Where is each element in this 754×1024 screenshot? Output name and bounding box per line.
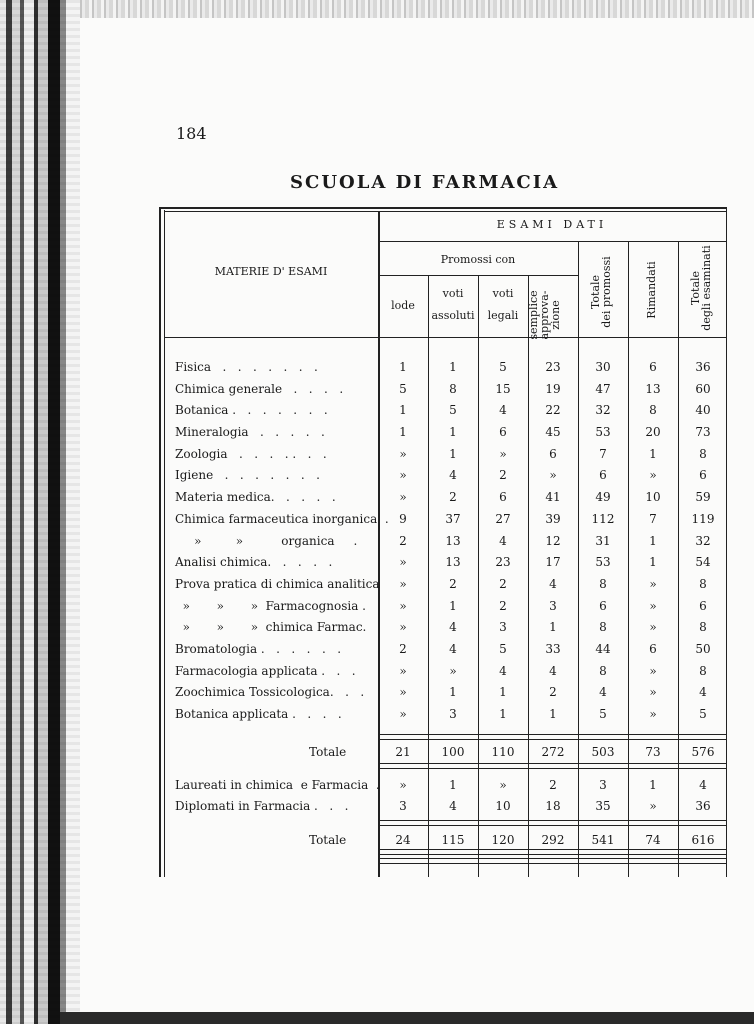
- header-rimandati: Rimandati: [645, 261, 658, 319]
- table-row-cell: 23: [545, 360, 561, 374]
- table-row-cell: »: [649, 707, 657, 721]
- table-row-cell: 3: [549, 599, 557, 613]
- totale-final-row-cell: 24: [395, 833, 411, 847]
- table-row-secondary-cell: 10: [495, 799, 511, 813]
- table-row-label: Zoologia . . . . . . .: [175, 447, 327, 461]
- table-row-cell: 17: [545, 555, 561, 569]
- table-row-label: Chimica generale . . . .: [175, 382, 344, 396]
- table-row-label: » » » Farmacognosia .: [175, 599, 366, 613]
- table-row-cell: 5: [499, 360, 507, 374]
- table-row-cell: 4: [449, 620, 457, 634]
- table-row-cell: »: [399, 620, 407, 634]
- header-totale-esaminati-2: degli esaminati: [700, 245, 713, 331]
- table-row-cell: 4: [499, 534, 507, 548]
- totale-final-row-cell: 541: [591, 833, 615, 847]
- table-row-cell: 8: [699, 577, 707, 591]
- table-row-cell: 2: [499, 599, 507, 613]
- table-row-label: Botanica . . . . . . .: [175, 403, 328, 417]
- header-voti-assoluti-1: voti: [442, 287, 464, 300]
- table-row-cell: 1: [499, 707, 507, 721]
- table-row-cell: 54: [695, 555, 711, 569]
- table-row-cell: 13: [445, 534, 461, 548]
- table-row-label: Bromatologia . . . . . .: [175, 642, 342, 656]
- table-row-cell: 6: [499, 490, 507, 504]
- table-row-cell: 1: [449, 447, 457, 461]
- table-row-cell: »: [399, 599, 407, 613]
- header-semplice-2: approva-: [538, 290, 551, 340]
- table-row-cell: 5: [449, 403, 457, 417]
- table-row-secondary-cell: 18: [545, 799, 561, 813]
- header-voti-legali-1: voti: [492, 287, 514, 300]
- header-voti-assoluti-2: assoluti: [431, 309, 475, 322]
- table-row-label: Igiene . . . . . . .: [175, 468, 320, 482]
- totale-final-row-cell: 292: [541, 833, 565, 847]
- table-row-cell: 6: [599, 468, 607, 482]
- table-row-cell: 53: [595, 555, 611, 569]
- header-totale-promossi: [590, 244, 616, 340]
- table-row-cell: 8: [599, 620, 607, 634]
- totale-row-cell: 503: [591, 745, 615, 759]
- table-row-secondary-cell: 1: [649, 778, 657, 792]
- table-row-secondary-cell: 35: [595, 799, 611, 813]
- header-rule-esami: [378, 241, 726, 242]
- rule-after-totale-2: [378, 849, 726, 855]
- totale-row-cell: 21: [395, 745, 411, 759]
- table-row-cell: 22: [545, 403, 561, 417]
- table-row-cell: 20: [645, 425, 661, 439]
- table-row-cell: 40: [695, 403, 711, 417]
- table-row-cell: »: [649, 468, 657, 482]
- table-row-label: Mineralogia . . . . .: [175, 425, 325, 439]
- table-row-cell: 50: [695, 642, 711, 656]
- table-row-cell: 32: [595, 403, 611, 417]
- table-row-cell: 2: [549, 685, 557, 699]
- table-row-cell: 8: [699, 620, 707, 634]
- table-row-cell: 112: [591, 512, 615, 526]
- table-row-cell: »: [649, 685, 657, 699]
- page-title: SCUOLA DI FARMACIA: [290, 172, 560, 193]
- table-row-label: Prova pratica di chimica analitica: [175, 577, 380, 591]
- table-row-cell: 6: [699, 468, 707, 482]
- table-row-cell: »: [399, 577, 407, 591]
- frame-top-outer: [159, 207, 727, 209]
- table-row-cell: »: [549, 468, 557, 482]
- table-row-secondary-cell: 2: [549, 778, 557, 792]
- table-row-cell: 4: [699, 685, 707, 699]
- table-row-cell: 30: [595, 360, 611, 374]
- table-row-secondary-cell: 4: [699, 778, 707, 792]
- table-row-secondary-cell: »: [399, 778, 407, 792]
- header-semplice-3: zione: [549, 300, 562, 330]
- table-row-cell: 2: [499, 577, 507, 591]
- header-lode: lode: [391, 299, 415, 312]
- table-row-secondary-cell: 3: [599, 778, 607, 792]
- table-row-cell: »: [649, 664, 657, 678]
- rule-final: [378, 858, 726, 864]
- table-row-cell: 13: [645, 382, 661, 396]
- table-row-label: » » » chimica Farmac.: [175, 620, 367, 634]
- header-promossi-con: Promossi con: [440, 253, 516, 266]
- table-row-cell: 6: [699, 599, 707, 613]
- table-row-cell: 2: [399, 642, 407, 656]
- table-row-cell: 1: [449, 425, 457, 439]
- table-row-cell: 2: [449, 490, 457, 504]
- table-row-cell: »: [499, 447, 507, 461]
- table-row-cell: 12: [545, 534, 561, 548]
- table-row-cell: 6: [649, 360, 657, 374]
- table-row-cell: »: [399, 664, 407, 678]
- table-row-cell: 32: [695, 534, 711, 548]
- table-row-cell: 8: [699, 664, 707, 678]
- table-row-cell: 31: [595, 534, 611, 548]
- totale-final-row-cell: 616: [691, 833, 715, 847]
- table-row-cell: 45: [545, 425, 561, 439]
- frame-left-outer: [159, 207, 161, 877]
- table-row-cell: 1: [399, 360, 407, 374]
- header-totale-promossi-2: dei promossi: [600, 256, 613, 328]
- table-row-cell: »: [449, 664, 457, 678]
- table-row-label: Zoochimica Tossicologica. . .: [175, 685, 365, 699]
- table-row-cell: 1: [449, 599, 457, 613]
- table-row-cell: 36: [695, 360, 711, 374]
- table-row-cell: 5: [399, 382, 407, 396]
- table-row-cell: 4: [599, 685, 607, 699]
- table-row-secondary-cell: 36: [695, 799, 711, 813]
- table-row-cell: 53: [595, 425, 611, 439]
- table-row-cell: 7: [599, 447, 607, 461]
- frame-top-inner: [164, 211, 727, 212]
- table-row-cell: 1: [649, 555, 657, 569]
- page-number: 184: [176, 124, 207, 143]
- header-semplice-1: semplice: [527, 290, 540, 340]
- table-row-cell: 6: [599, 599, 607, 613]
- table-row-cell: 37: [445, 512, 461, 526]
- table-row-cell: 1: [499, 685, 507, 699]
- table-row-cell: 8: [599, 577, 607, 591]
- header-esami-dati: ESAMI DATI: [496, 218, 608, 231]
- table-row-cell: 1: [649, 447, 657, 461]
- table-row-cell: 1: [649, 534, 657, 548]
- rule-after-totale-1: [378, 763, 726, 769]
- rule-before-totale-1: [378, 734, 726, 740]
- table-row-cell: 3: [499, 620, 507, 634]
- table-row-cell: »: [649, 599, 657, 613]
- table-row-label: Analisi chimica. . . . .: [175, 555, 333, 569]
- table-row-secondary-label: Diplomati in Farmacia . . .: [175, 799, 349, 813]
- table-row-cell: 13: [445, 555, 461, 569]
- table-row-label: Chimica farmaceutica inorganica .: [175, 512, 389, 526]
- table-row-cell: 33: [545, 642, 561, 656]
- table-row-cell: 8: [449, 382, 457, 396]
- table-row-cell: 10: [645, 490, 661, 504]
- table-row-cell: 1: [449, 685, 457, 699]
- table-row-secondary-cell: »: [649, 799, 657, 813]
- table-row-cell: 8: [649, 403, 657, 417]
- table-row-cell: 73: [695, 425, 711, 439]
- table-row-label: » » organica .: [175, 534, 358, 548]
- table-row-cell: 49: [595, 490, 611, 504]
- table-row-label: Botanica applicata . . . .: [175, 707, 342, 721]
- rule-before-totale-2: [378, 820, 726, 826]
- table-row-cell: 47: [595, 382, 611, 396]
- table-row-cell: 8: [599, 664, 607, 678]
- table-row-cell: »: [399, 555, 407, 569]
- table-row-cell: 1: [399, 403, 407, 417]
- table-row-cell: »: [649, 577, 657, 591]
- header-totale-esaminati-1: Totale: [689, 270, 702, 306]
- totale-row-cell: 576: [691, 745, 715, 759]
- table-row-cell: 9: [399, 512, 407, 526]
- totale-row-cell: 100: [441, 745, 465, 759]
- table-row-cell: 60: [695, 382, 711, 396]
- table-row-secondary-cell: 4: [449, 799, 457, 813]
- table-row-secondary-cell: »: [499, 778, 507, 792]
- table-row-cell: 8: [699, 447, 707, 461]
- table-row-secondary-cell: 3: [399, 799, 407, 813]
- book-binding: [0, 0, 80, 1024]
- table-row-cell: 7: [649, 512, 657, 526]
- table-row-cell: 41: [545, 490, 561, 504]
- header-semplice: [528, 275, 564, 355]
- totale-row-cell: 73: [645, 745, 661, 759]
- totale-final-row-cell: 120: [491, 833, 515, 847]
- table-row-cell: 59: [695, 490, 711, 504]
- table-row-cell: 1: [549, 707, 557, 721]
- table-row-cell: 6: [549, 447, 557, 461]
- header-bottom-rule: [164, 337, 726, 338]
- table-row-cell: 119: [691, 512, 715, 526]
- table-row-cell: 2: [399, 534, 407, 548]
- table-row-cell: 15: [495, 382, 511, 396]
- table-row-cell: »: [399, 468, 407, 482]
- table-row-label: Farmacologia applicata . . .: [175, 664, 356, 678]
- table-row-cell: 4: [499, 403, 507, 417]
- table-row-cell: »: [649, 620, 657, 634]
- table-row-cell: 4: [549, 577, 557, 591]
- totale-final-row-cell: 115: [441, 833, 465, 847]
- totale-row-cell: 110: [491, 745, 515, 759]
- table-row-cell: »: [399, 447, 407, 461]
- table-row-cell: 23: [495, 555, 511, 569]
- table-row-cell: 27: [495, 512, 511, 526]
- page-bottom-edge: [60, 1012, 754, 1024]
- exam-table: [159, 207, 731, 877]
- table-row-cell: 39: [545, 512, 561, 526]
- table-row-label: Fisica . . . . . . .: [175, 360, 318, 374]
- table-row-cell: 6: [649, 642, 657, 656]
- table-row-cell: 1: [449, 360, 457, 374]
- table-row-cell: 44: [595, 642, 611, 656]
- totale-row-cell: 272: [541, 745, 565, 759]
- table-row-cell: »: [399, 707, 407, 721]
- frame-left-inner: [164, 210, 165, 877]
- table-row-cell: 19: [545, 382, 561, 396]
- header-materie: MATERIE D' ESAMI: [214, 265, 328, 278]
- table-row-cell: 1: [399, 425, 407, 439]
- header-totale-esaminati: [690, 236, 716, 340]
- totale-final-row-label: Totale: [309, 833, 347, 847]
- table-row-secondary-label: Laureati in chimica e Farmacia .: [175, 778, 380, 792]
- table-row-cell: 5: [599, 707, 607, 721]
- header-voti-legali-2: legali: [487, 309, 519, 322]
- table-row-cell: 6: [499, 425, 507, 439]
- table-row-cell: 1: [549, 620, 557, 634]
- page-top-edge: [80, 0, 754, 18]
- table-row-label: Materia medica. . . . .: [175, 490, 336, 504]
- table-row-cell: 4: [449, 468, 457, 482]
- table-row-cell: 2: [499, 468, 507, 482]
- table-row-secondary-cell: 1: [449, 778, 457, 792]
- table-row-cell: 5: [699, 707, 707, 721]
- table-row-cell: 4: [549, 664, 557, 678]
- table-row-cell: »: [399, 490, 407, 504]
- table-row-cell: 3: [449, 707, 457, 721]
- totale-row-label: Totale: [309, 745, 347, 759]
- table-row-cell: 4: [499, 664, 507, 678]
- totale-final-row-cell: 74: [645, 833, 661, 847]
- table-row-cell: 2: [449, 577, 457, 591]
- table-row-cell: 4: [449, 642, 457, 656]
- table-row-cell: »: [399, 685, 407, 699]
- header-totale-promossi-1: Totale: [589, 274, 602, 310]
- table-row-cell: 5: [499, 642, 507, 656]
